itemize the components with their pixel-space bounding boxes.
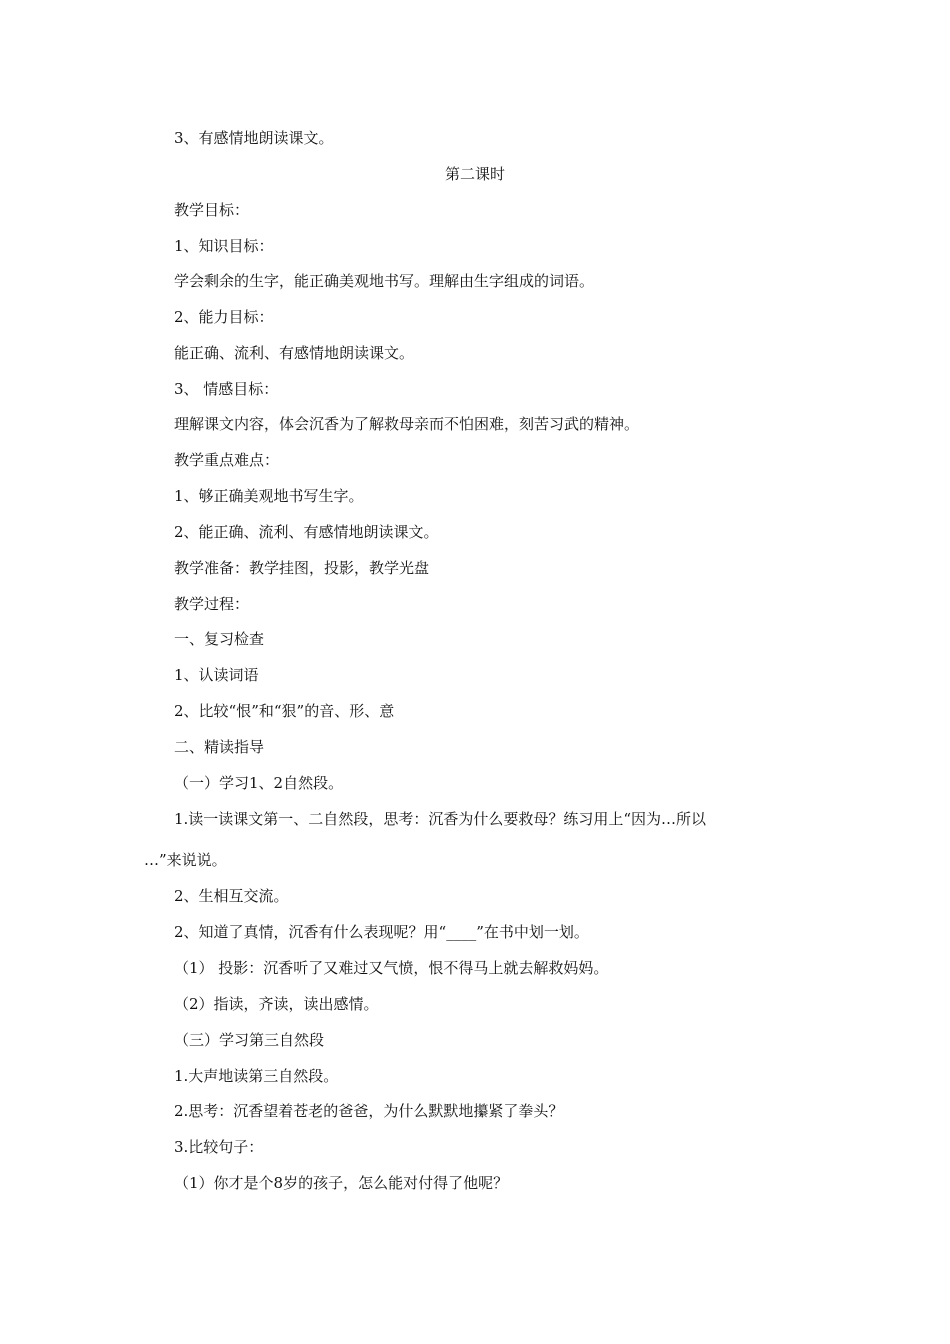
text-line: （2）指读，齐读，读出感情。 — [174, 995, 379, 1013]
text-line: （1） 投影：沉香听了又难过又气愤，恨不得马上就去解救妈妈。 — [174, 959, 609, 977]
text-line: 1.读一读课文第一、二自然段，思考：沉香为什么要救母？练习用上“因为…所以 — [174, 810, 706, 828]
text-line: 3.比较句子： — [174, 1138, 264, 1156]
text-line: 1、知识目标： — [174, 237, 274, 255]
text-line: 理解课文内容，体会沉香为了解救母亲而不怕困难，刻苦习武的精神。 — [174, 415, 640, 433]
text-line: 学会剩余的生字，能正确美观地书写。理解由生字组成的词语。 — [174, 272, 595, 290]
text-line: 一、复习检查 — [174, 630, 265, 648]
text-line: （三）学习第三自然段 — [174, 1031, 325, 1049]
text-line: 教学目标： — [174, 201, 250, 219]
section-heading: 第二课时 — [444, 165, 505, 183]
text-line: 能正确、流利、有感情地朗读课文。 — [174, 344, 415, 362]
text-line: 教学准备：教学挂图，投影，教学光盘 — [174, 559, 430, 577]
text-line: 2、生相互交流。 — [174, 887, 289, 905]
text-line: 2.思考：沉香望着苍老的爸爸，为什么默默地攥紧了拳头？ — [174, 1102, 564, 1120]
text-line: 2、知道了真情，沉香有什么表现呢？用“____”在书中划一划。 — [174, 923, 589, 941]
text-line: 教学重点难点： — [174, 451, 280, 469]
text-line: 二、精读指导 — [174, 738, 265, 756]
text-line: 3、有感情地朗读课文。 — [174, 129, 334, 147]
text-line: 1、够正确美观地书写生字。 — [174, 487, 364, 505]
text-line: 1.大声地读第三自然段。 — [174, 1067, 339, 1085]
text-line: （1）你才是个8岁的孩子，怎么能对付得了他呢？ — [174, 1174, 509, 1192]
text-line: （一）学习1、2自然段。 — [174, 774, 344, 792]
text-line: 2、能力目标： — [174, 308, 274, 326]
text-line: 2、比较“恨”和“狠”的音、形、意 — [174, 702, 395, 720]
text-line: 1、认读词语 — [174, 666, 259, 684]
text-line: 教学过程： — [174, 595, 250, 613]
text-line: 2、能正确、流利、有感情地朗读课文。 — [174, 523, 439, 541]
text-line: …”来说说。 — [144, 851, 227, 869]
text-line: 3、 情感目标： — [174, 380, 279, 398]
